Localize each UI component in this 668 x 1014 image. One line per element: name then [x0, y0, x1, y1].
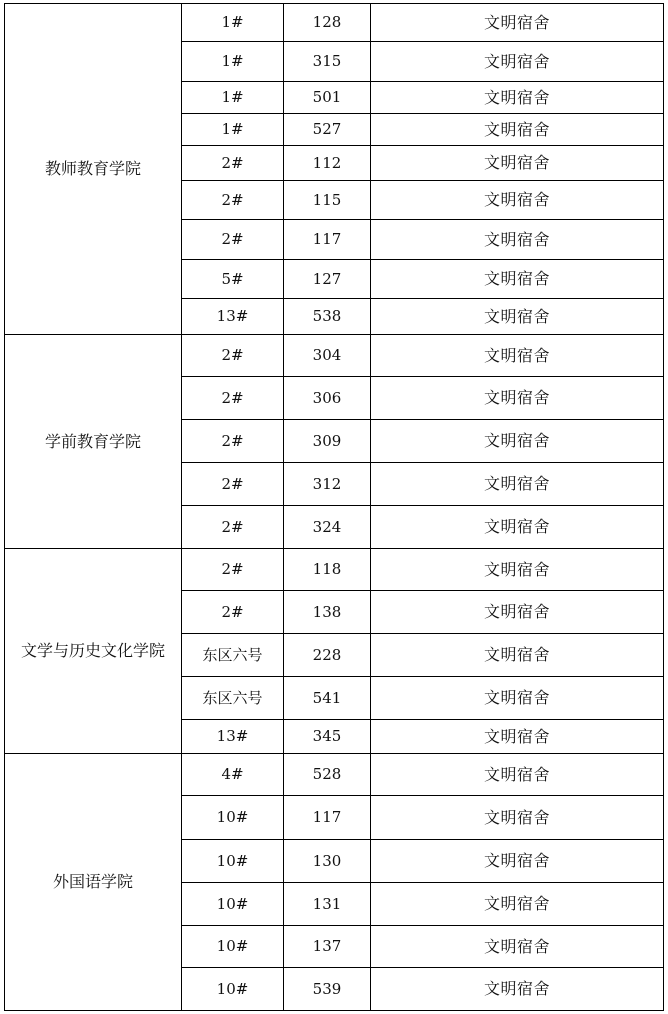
room-number-cell: 538: [284, 299, 371, 335]
college-name-cell: 文学与历史文化学院: [5, 549, 182, 754]
award-title-cell: 文明宿舍: [371, 220, 664, 260]
building-cell: 东区六号: [182, 634, 284, 677]
award-title-cell: 文明宿舍: [371, 181, 664, 220]
award-title-cell: 文明宿舍: [371, 114, 664, 146]
award-title-cell: 文明宿舍: [371, 377, 664, 420]
college-name-cell: 教师教育学院: [5, 4, 182, 335]
award-title-cell: 文明宿舍: [371, 720, 664, 754]
building-cell: 2#: [182, 591, 284, 634]
award-title-cell: 文明宿舍: [371, 335, 664, 377]
building-cell: 2#: [182, 506, 284, 549]
room-number-cell: 324: [284, 506, 371, 549]
room-number-cell: 228: [284, 634, 371, 677]
building-cell: 10#: [182, 968, 284, 1011]
room-number-cell: 501: [284, 82, 371, 114]
table-row: [5, 549, 664, 591]
award-title-cell: 文明宿舍: [371, 796, 664, 840]
room-number-cell: 117: [284, 220, 371, 260]
building-cell: 2#: [182, 335, 284, 377]
building-cell: 1#: [182, 82, 284, 114]
award-title-cell: 文明宿舍: [371, 591, 664, 634]
building-cell: 2#: [182, 377, 284, 420]
building-cell: 东区六号: [182, 677, 284, 720]
building-cell: 10#: [182, 883, 284, 926]
table-row: [5, 4, 664, 42]
room-number-cell: 315: [284, 42, 371, 82]
room-number-cell: 115: [284, 181, 371, 220]
room-number-cell: 539: [284, 968, 371, 1011]
award-title-cell: 文明宿舍: [371, 926, 664, 968]
award-title-cell: 文明宿舍: [371, 883, 664, 926]
room-number-cell: 127: [284, 260, 371, 299]
room-number-cell: 131: [284, 883, 371, 926]
award-title-cell: 文明宿舍: [371, 840, 664, 883]
award-title-cell: 文明宿舍: [371, 299, 664, 335]
room-number-cell: 112: [284, 146, 371, 181]
room-number-cell: 128: [284, 4, 371, 42]
building-cell: 1#: [182, 42, 284, 82]
award-title-cell: 文明宿舍: [371, 420, 664, 463]
award-title-cell: 文明宿舍: [371, 260, 664, 299]
table-body: [5, 4, 664, 1011]
award-title-cell: 文明宿舍: [371, 463, 664, 506]
award-title-cell: 文明宿舍: [371, 968, 664, 1011]
building-cell: 13#: [182, 299, 284, 335]
dormitory-award-table: [4, 3, 664, 1011]
table-row: [5, 754, 664, 796]
room-number-cell: 130: [284, 840, 371, 883]
award-title-cell: 文明宿舍: [371, 506, 664, 549]
room-number-cell: 345: [284, 720, 371, 754]
building-cell: 2#: [182, 220, 284, 260]
building-cell: 2#: [182, 181, 284, 220]
award-title-cell: 文明宿舍: [371, 42, 664, 82]
college-name-cell: 外国语学院: [5, 754, 182, 1011]
building-cell: 5#: [182, 260, 284, 299]
award-title-cell: 文明宿舍: [371, 146, 664, 181]
building-cell: 10#: [182, 926, 284, 968]
building-cell: 2#: [182, 146, 284, 181]
building-cell: 2#: [182, 463, 284, 506]
building-cell: 2#: [182, 420, 284, 463]
room-number-cell: 309: [284, 420, 371, 463]
building-cell: 10#: [182, 796, 284, 840]
room-number-cell: 541: [284, 677, 371, 720]
room-number-cell: 118: [284, 549, 371, 591]
award-title-cell: 文明宿舍: [371, 634, 664, 677]
room-number-cell: 306: [284, 377, 371, 420]
college-name-cell: 学前教育学院: [5, 335, 182, 549]
room-number-cell: 312: [284, 463, 371, 506]
room-number-cell: 527: [284, 114, 371, 146]
building-cell: 2#: [182, 549, 284, 591]
award-title-cell: 文明宿舍: [371, 754, 664, 796]
room-number-cell: 137: [284, 926, 371, 968]
building-cell: 10#: [182, 840, 284, 883]
room-number-cell: 528: [284, 754, 371, 796]
award-title-cell: 文明宿舍: [371, 677, 664, 720]
room-number-cell: 117: [284, 796, 371, 840]
building-cell: 1#: [182, 4, 284, 42]
building-cell: 4#: [182, 754, 284, 796]
award-title-cell: 文明宿舍: [371, 4, 664, 42]
building-cell: 1#: [182, 114, 284, 146]
room-number-cell: 138: [284, 591, 371, 634]
award-title-cell: 文明宿舍: [371, 549, 664, 591]
award-title-cell: 文明宿舍: [371, 82, 664, 114]
table-row: [5, 335, 664, 377]
building-cell: 13#: [182, 720, 284, 754]
room-number-cell: 304: [284, 335, 371, 377]
